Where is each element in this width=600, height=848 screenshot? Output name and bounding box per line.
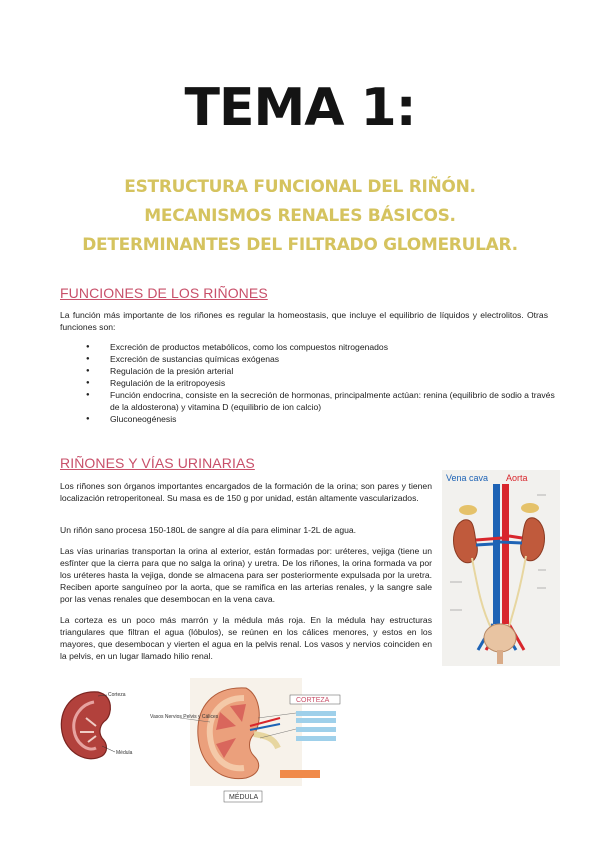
paragraph-vias: Las vías urinarias transportan la orina al exterior, están formadas por: uréteres, vejiga (tiene un esfínter que la cierra para que no salga la orina) y uretra. De los riñones, la orina formada va por los uréteres hasta la vejiga, donde se almacena para ser posteriormente expulsada por la uretra. Reciben aporte sanguíneo por la aorta, que se ramifica en las arterias renales, y la sangre sale por las venas renales que desembocan en la vena cava. bbox=[60, 546, 432, 604]
label-vena-cava: Vena cava bbox=[446, 473, 489, 483]
list-item: ● Excreción de productos metabólicos, como los compuestos nitrogenados bbox=[86, 341, 556, 353]
section-heading-rinones: RIÑONES Y VÍAS URINARIAS bbox=[60, 455, 255, 471]
list-item: ● Gluconeogénesis bbox=[86, 413, 556, 425]
label-vasos: Vasos Nervios Pelvis y Cálices bbox=[150, 714, 219, 720]
label-medula: Médula bbox=[116, 750, 133, 756]
kidney-photo-illustration bbox=[58, 688, 140, 766]
paragraph-corteza: La corteza es un poco más marrón y la médula más roja. En la médula hay estructuras triangulares que filtran el agua (lóbulos), se reúnen en los cálices menores, y estos en los mayores, que desembocan y vierten el agua en la pelvis renal. Los vasos y nervios coinciden en la pelvis, en un lugar llamado hilio renal. bbox=[60, 615, 432, 661]
paragraph-rinones: Los riñones son órganos importantes encargados de la formación de la orina; son pares y tienen localización retroperitoneal. Su masa es de 150 g por unidad, están altamente vascularizados. bbox=[60, 481, 432, 503]
label-medula-diagram: MÉDULA bbox=[229, 794, 259, 801]
list-item: ● Regulación de la eritropoyesis bbox=[86, 377, 556, 389]
subtitle-line-2: MECANISMOS RENALES BÁSICOS. bbox=[144, 206, 456, 226]
urinary-system-illustration bbox=[442, 470, 560, 666]
subtitle-line-3: DETERMINANTES DEL FILTRADO GLOMERULAR. bbox=[82, 235, 518, 255]
urinary-system-figure bbox=[442, 470, 560, 666]
kidney-photo-figure bbox=[58, 688, 140, 766]
funciones-list bbox=[86, 341, 556, 425]
paragraph-procesa: Un riñón sano procesa 150-180L de sangre al día para eliminar 1-2L de agua. bbox=[60, 525, 357, 535]
section-heading-funciones: FUNCIONES DE LOS RIÑONES bbox=[60, 285, 268, 301]
subtitle-line-1: ESTRUCTURA FUNCIONAL DEL RIÑÓN. bbox=[124, 177, 476, 197]
list-item: ● Función endocrina, consiste en la secreción de hormonas, principalmente actúan: renina (equilibrio de sodio a través de la aldosterona) y vitamina D (equilibrio de ion calcio) bbox=[86, 389, 556, 413]
kidney-diagram-illustration bbox=[150, 678, 342, 803]
label-corteza: Corteza bbox=[108, 692, 126, 698]
list-item: ● Excreción de sustancias químicas exógenas bbox=[86, 353, 556, 365]
funciones-intro: La función más importante de los riñones es regular la homeostasis, que incluye el equilibrio de líquidos y electrolitos. Otras funciones son: bbox=[60, 310, 548, 332]
label-aorta: Aorta bbox=[506, 473, 528, 483]
kidney-diagram-figure bbox=[150, 678, 342, 803]
label-corteza-diagram: CORTEZA bbox=[296, 697, 330, 704]
page-title: TEMA 1: bbox=[184, 78, 416, 138]
list-item: ● Regulación de la presión arterial bbox=[86, 365, 556, 377]
